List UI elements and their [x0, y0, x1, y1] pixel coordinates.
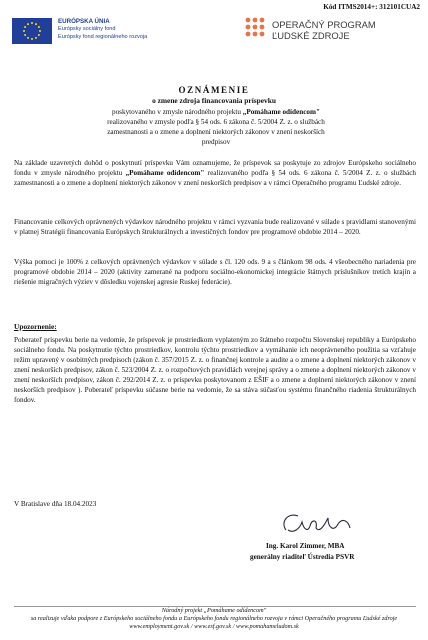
document-date: V Bratislave dňa 18.04.2023 — [14, 500, 97, 508]
signer-name: Ing. Karol Zimmer, MBA — [266, 542, 345, 550]
para1-project-name: „Pomáhame odídencom" — [125, 169, 205, 177]
notice-heading: Upozornenie: — [14, 322, 57, 331]
paragraph-1 — [14, 158, 416, 188]
link-esf[interactable]: www.esf.gov.sk — [194, 623, 232, 630]
document-title: OZNÁMENIE — [178, 85, 250, 95]
footer-funding: sa realizuje vďaka podpore z Európskeho sociálneho fondu a Európskeho fondu regionálneho rozvoja v rámci Operačného programu Ľudské zdroje — [30, 615, 398, 622]
erdf-label: Európsky fond regionálneho rozvoja — [58, 33, 148, 40]
link-separator: / — [189, 623, 195, 630]
itms-code: Kód ITMS2014+: 312101CUA2 — [323, 3, 420, 11]
paragraph-2: Financovanie celkových oprávnených výdavkov národného projektu v rámci vyzvania bude realizované v súlade s pravidlami stanovenými v platnej Stratégii financovania Európskych štrukturálnych a investičných fondov pre programové obdobie 2014 – 2020. — [14, 218, 416, 236]
intro-project-name: „Pomáhame odídencom" — [242, 108, 320, 116]
document-subtitle: o zmene zdroja financovania príspevku — [152, 96, 276, 105]
footer-project: Národný projekt „Pomáhame odídencom" — [161, 607, 267, 614]
eu-union-label: EURÓPSKA ÚNIA — [58, 18, 110, 25]
intro-text-a: poskytovaného v zmysle národného projektu — [111, 108, 243, 116]
esf-label: Európsky sociálny fond — [58, 26, 116, 32]
document-intro — [100, 107, 332, 147]
link-separator: / — [231, 623, 237, 630]
handwritten-signature — [278, 508, 358, 540]
footer-links — [0, 623, 428, 631]
notice-text: Poberateľ príspevku berie na vedomie, že príspevok je prostriedkom vyplateným zo štátneho rozpočtu Slovenskej republiky a Európskeho sociálneho fondu. Na poskytnutie týchto prostriedkov, kontrolu týchto prostriedkov a vymáhanie ich neoprávneného použitia sa vzťahuje režim upravený v osobitných predpisoch (zákon č. 357/2015 Z. z. o finančnej kontrole a audite a o zmene a doplnení niektorých zákonov v znení neskorších predpisov, zákon č. 523/2004 Z. z. o rozpočtových pravidlách verejnej správy a o zmene a doplnení niektorých zákonov v znení neskorších predpisov, zákon č. 292/2014 Z. z. o príspevku poskytovanom z EŠIF a o zmene a doplnení niektorých zákonov v znení neskorších predpisov ). Poberateľ príspevku súčasne berie na vedomie, že sa stáva súčasťou systému finančného riadenia štrukturálnych fondov. — [14, 336, 416, 404]
op-logo-text — [272, 19, 376, 41]
op-line1: OPERAČNÝ PROGRAM — [272, 19, 376, 30]
para1-text-c: realizovaného podľa § 54 ods. 6 zákona č. 5/2004 Z. z. o službách zamestnanosti a o zmene a doplnení niektorých zákonov v znení neskorších predpisov a v rámci Operačného programu Ľudské zdroje. — [14, 169, 416, 187]
para1-text-a: Na základe uzavretých dohôd o poskytnutí príspevku Vám oznamujeme, že príspevok sa poskytuje zo zdrojov Európskeho sociálneho fondu v zmysle národného projektu — [14, 159, 416, 177]
eu-flag-icon — [12, 18, 52, 44]
link-employment[interactable]: www.employment.gov.sk — [129, 623, 190, 630]
op-logo-icon — [244, 16, 266, 38]
paragraph-3: Výška pomoci je 100% z celkových oprávnených výdavkov v súlade s čl. 120 ods. 9 a s článkom 98 ods. 4 všeobecného nariadenia pre programové obdobie 2014 – 2020 (aktivity zamerané na podporu sociálno-ekonomickej integrácie štátnych príslušníkov tretích krajín a riešenie migračných výziev v dôsledku vojenskej agresie Ruskej federácie). — [14, 258, 416, 286]
eu-logo-text — [58, 18, 147, 41]
intro-text-c: realizovaného v zmysle podľa § 54 ods. 6 zákona č. 5/2004 Z. z. o službách zamestnanosti a o zmene a doplnení niektorých zákonov v znení neskorších predpisov — [107, 118, 325, 146]
signer-role: generálny riaditeľ Ústredia PSVR — [250, 553, 355, 561]
op-line2: ĽUDSKÉ ZDROJE — [272, 30, 350, 41]
link-pomahame[interactable]: www.pomahameludom.sk — [236, 623, 299, 630]
